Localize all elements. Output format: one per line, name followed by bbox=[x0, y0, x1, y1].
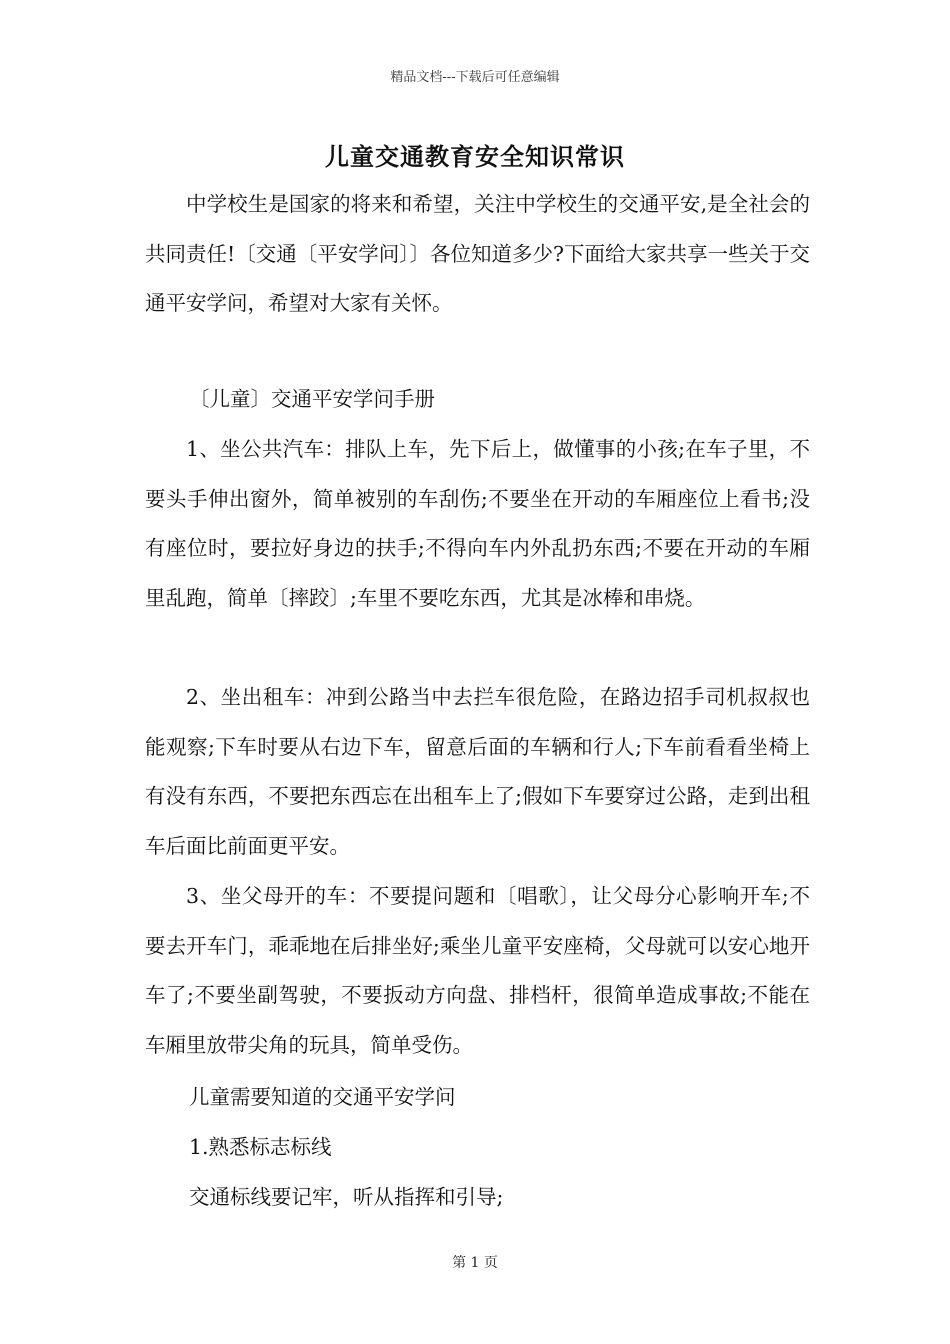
document-title: 儿童交通教育安全知识常识 bbox=[325, 142, 625, 171]
section2-heading: 儿童需要知道的交通平安学问 bbox=[189, 1085, 456, 1109]
intro-paragraph: 中学校生是国家的将来和希望，关注中学校生的交通平安,是全社会的共同责任!〔交通〔平安学问〕〕各位知道多少?下面给大家共享一些关于交通平安学问，希望对大家有关怀。 bbox=[145, 192, 810, 316]
intro-block bbox=[145, 180, 810, 329]
item2-paragraph: 2、坐出租车：冲到公路当中去拦车很危险，在路边招手司机叔叔也能观察;下车时要从右边下车，留意后面的车辆和行人;下车前看看坐椅上有没有东西，不要把东西忘在出租车上了;假如下车要穿过公路，走到出租车后面比前面更平安。 bbox=[145, 685, 810, 859]
page-number: 第 1 页 bbox=[452, 1255, 498, 1271]
section1-heading: 〔儿童〕交通平安学问手册 bbox=[189, 387, 435, 411]
sub1-text: 交通标线要记牢，听从指挥和引导; bbox=[189, 1185, 504, 1209]
sub1-heading: 1.熟悉标志标线 bbox=[189, 1135, 332, 1159]
item1-paragraph: 1、坐公共汽车：排队上车，先下后上，做懂事的小孩;在车子里，不要头手伸出窗外，简单被别的车刮伤;不要坐在开动的车厢座位上看书;没有座位时，要拉好身边的扶手;不得向车内外乱扔东西;不要在开动的车厢里乱跑，简单〔摔跤〕;车里不要吃东西，尤其是冰棒和串烧。 bbox=[145, 437, 810, 611]
item3-paragraph: 3、坐父母开的车：不要提问题和〔唱歌〕，让父母分心影响开车;不要去开车门，乖乖地在后排坐好;乘坐儿童平安座椅，父母就可以安心地开车了;不要坐副驾驶，不要扳动方向盘、排档杆，很简单造成事故;不能在车厢里放带尖角的玩具，简单受伤。 bbox=[145, 884, 810, 1058]
page-header: 精品文档---下载后可任意编辑 bbox=[390, 70, 560, 85]
item3-block bbox=[145, 872, 810, 1071]
item1-block bbox=[145, 425, 810, 624]
item2-block bbox=[145, 673, 810, 872]
